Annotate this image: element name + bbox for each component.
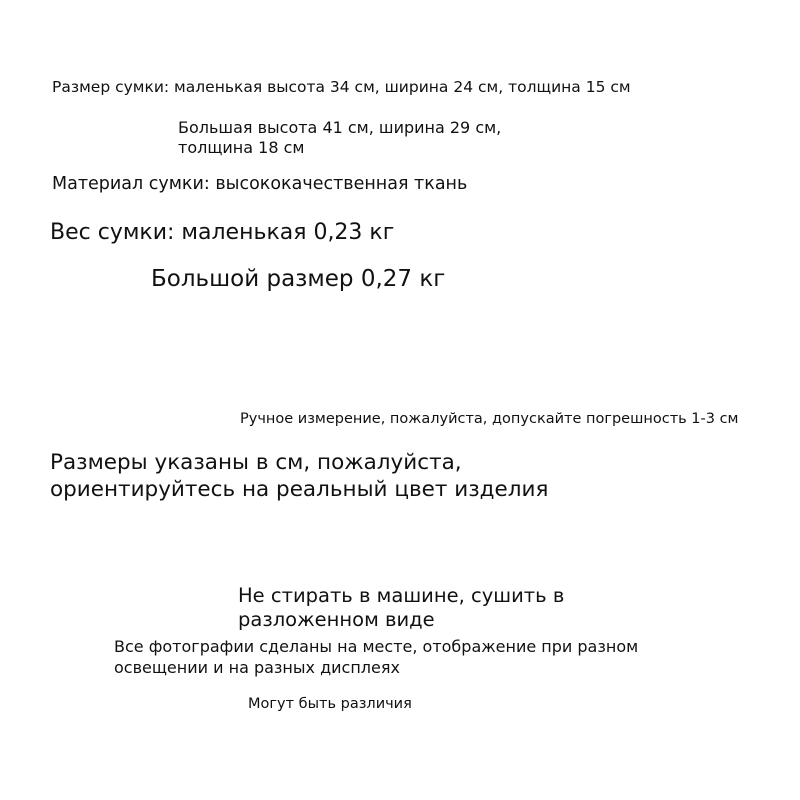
large-size-line-2: толщина 18 см xyxy=(178,138,305,157)
units-note-line-1: Размеры указаны в см, пожалуйста, xyxy=(50,450,462,475)
bag-weight-large-text: Большой размер 0,27 кг xyxy=(151,266,446,292)
washing-instruction xyxy=(238,584,564,632)
large-size-block xyxy=(178,118,501,158)
difference-note: Могут быть различия xyxy=(248,696,412,712)
measurement-error-note: Ручное измерение, пожалуйста, допускайте погрешность 1-3 см xyxy=(240,411,739,427)
bag-size-text: Размер сумки: маленькая высота 34 см, ширина 24 см, толщина 15 см xyxy=(52,78,631,96)
photo-disclaimer xyxy=(114,637,638,679)
wash-note-line-2: разложенном виде xyxy=(238,607,435,631)
bag-material-text: Материал сумки: высококачественная ткань xyxy=(52,174,468,194)
large-size-line-1: Большая высота 41 см, ширина 29 см, xyxy=(178,118,502,137)
photo-note-line-2: освещении и на разных дисплеях xyxy=(114,657,400,677)
wash-note-line-1: Не стирать в машине, сушить в xyxy=(238,584,565,607)
bag-weight-small-text: Вес сумки: маленькая 0,23 кг xyxy=(50,220,395,245)
units-note-line-2: ориентируйтесь на реальный цвет изделия xyxy=(50,476,549,502)
photo-note-line-1: Все фотографии сделаны на месте, отображение при разном xyxy=(114,637,639,656)
units-color-note xyxy=(50,450,548,504)
